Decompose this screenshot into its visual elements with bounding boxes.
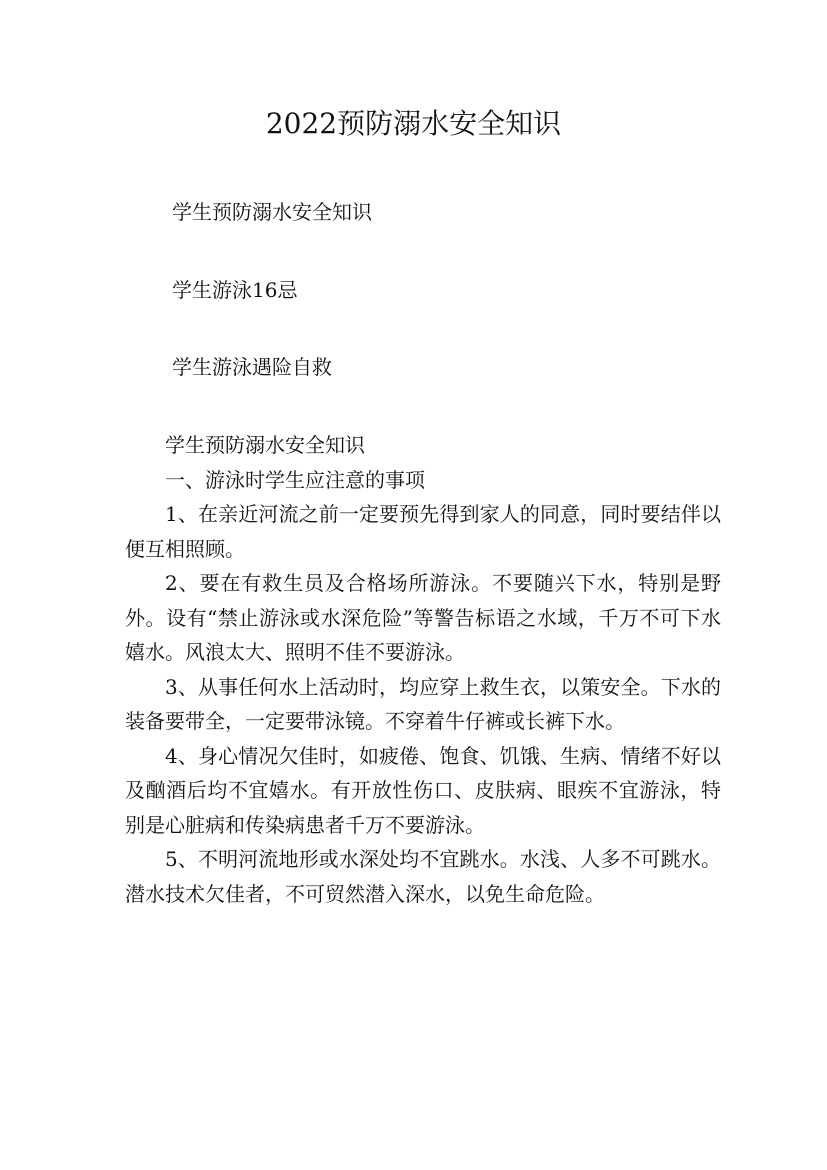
section-title: 学生预防溺水安全知识: [165, 433, 365, 457]
paragraph-4: 4、身心情况欠佳时，如疲倦、饱食、饥饿、生病、情绪不好以及酗酒后均不宜嬉水。有开放性伤口、皮肤病、眼疾不宜游泳，特别是心脏病和传染病患者千万不要游泳。: [125, 743, 721, 837]
subheading: 一、游泳时学生应注意的事项: [165, 467, 425, 492]
toc-item-2: 学生游泳16忌: [172, 278, 298, 302]
toc-item-1: 学生预防溺水安全知识: [172, 200, 372, 224]
paragraph-2: 2、要在有救生员及合格场所游泳。不要随兴下水，特别是野外。设有“禁止游泳或水深危险”等警告标语之水域，千万不可下水嬉水。风浪太大、照明不佳不要游泳。: [125, 571, 721, 664]
paragraph-3: 3、从事任何水上活动时，均应穿上救生衣，以策安全。下水的装备要带全，一定要带泳镜。不穿着牛仔裤或长裤下水。: [125, 674, 721, 733]
toc-item-3: 学生游泳遇险自救: [172, 355, 332, 379]
document-body: [125, 428, 721, 911]
document-title: 2022预防溺水安全知识: [265, 107, 562, 140]
paragraph-1: 1、在亲近河流之前一定要预先得到家人的同意，同时要结伴以便互相照顾。: [125, 502, 721, 561]
paragraph-5: 5、不明河流地形或水深处均不宜跳水。水浅、人多不可跳水。潜水技术欠佳者，不可贸然潜入深水，以免生命危险。: [125, 847, 721, 906]
